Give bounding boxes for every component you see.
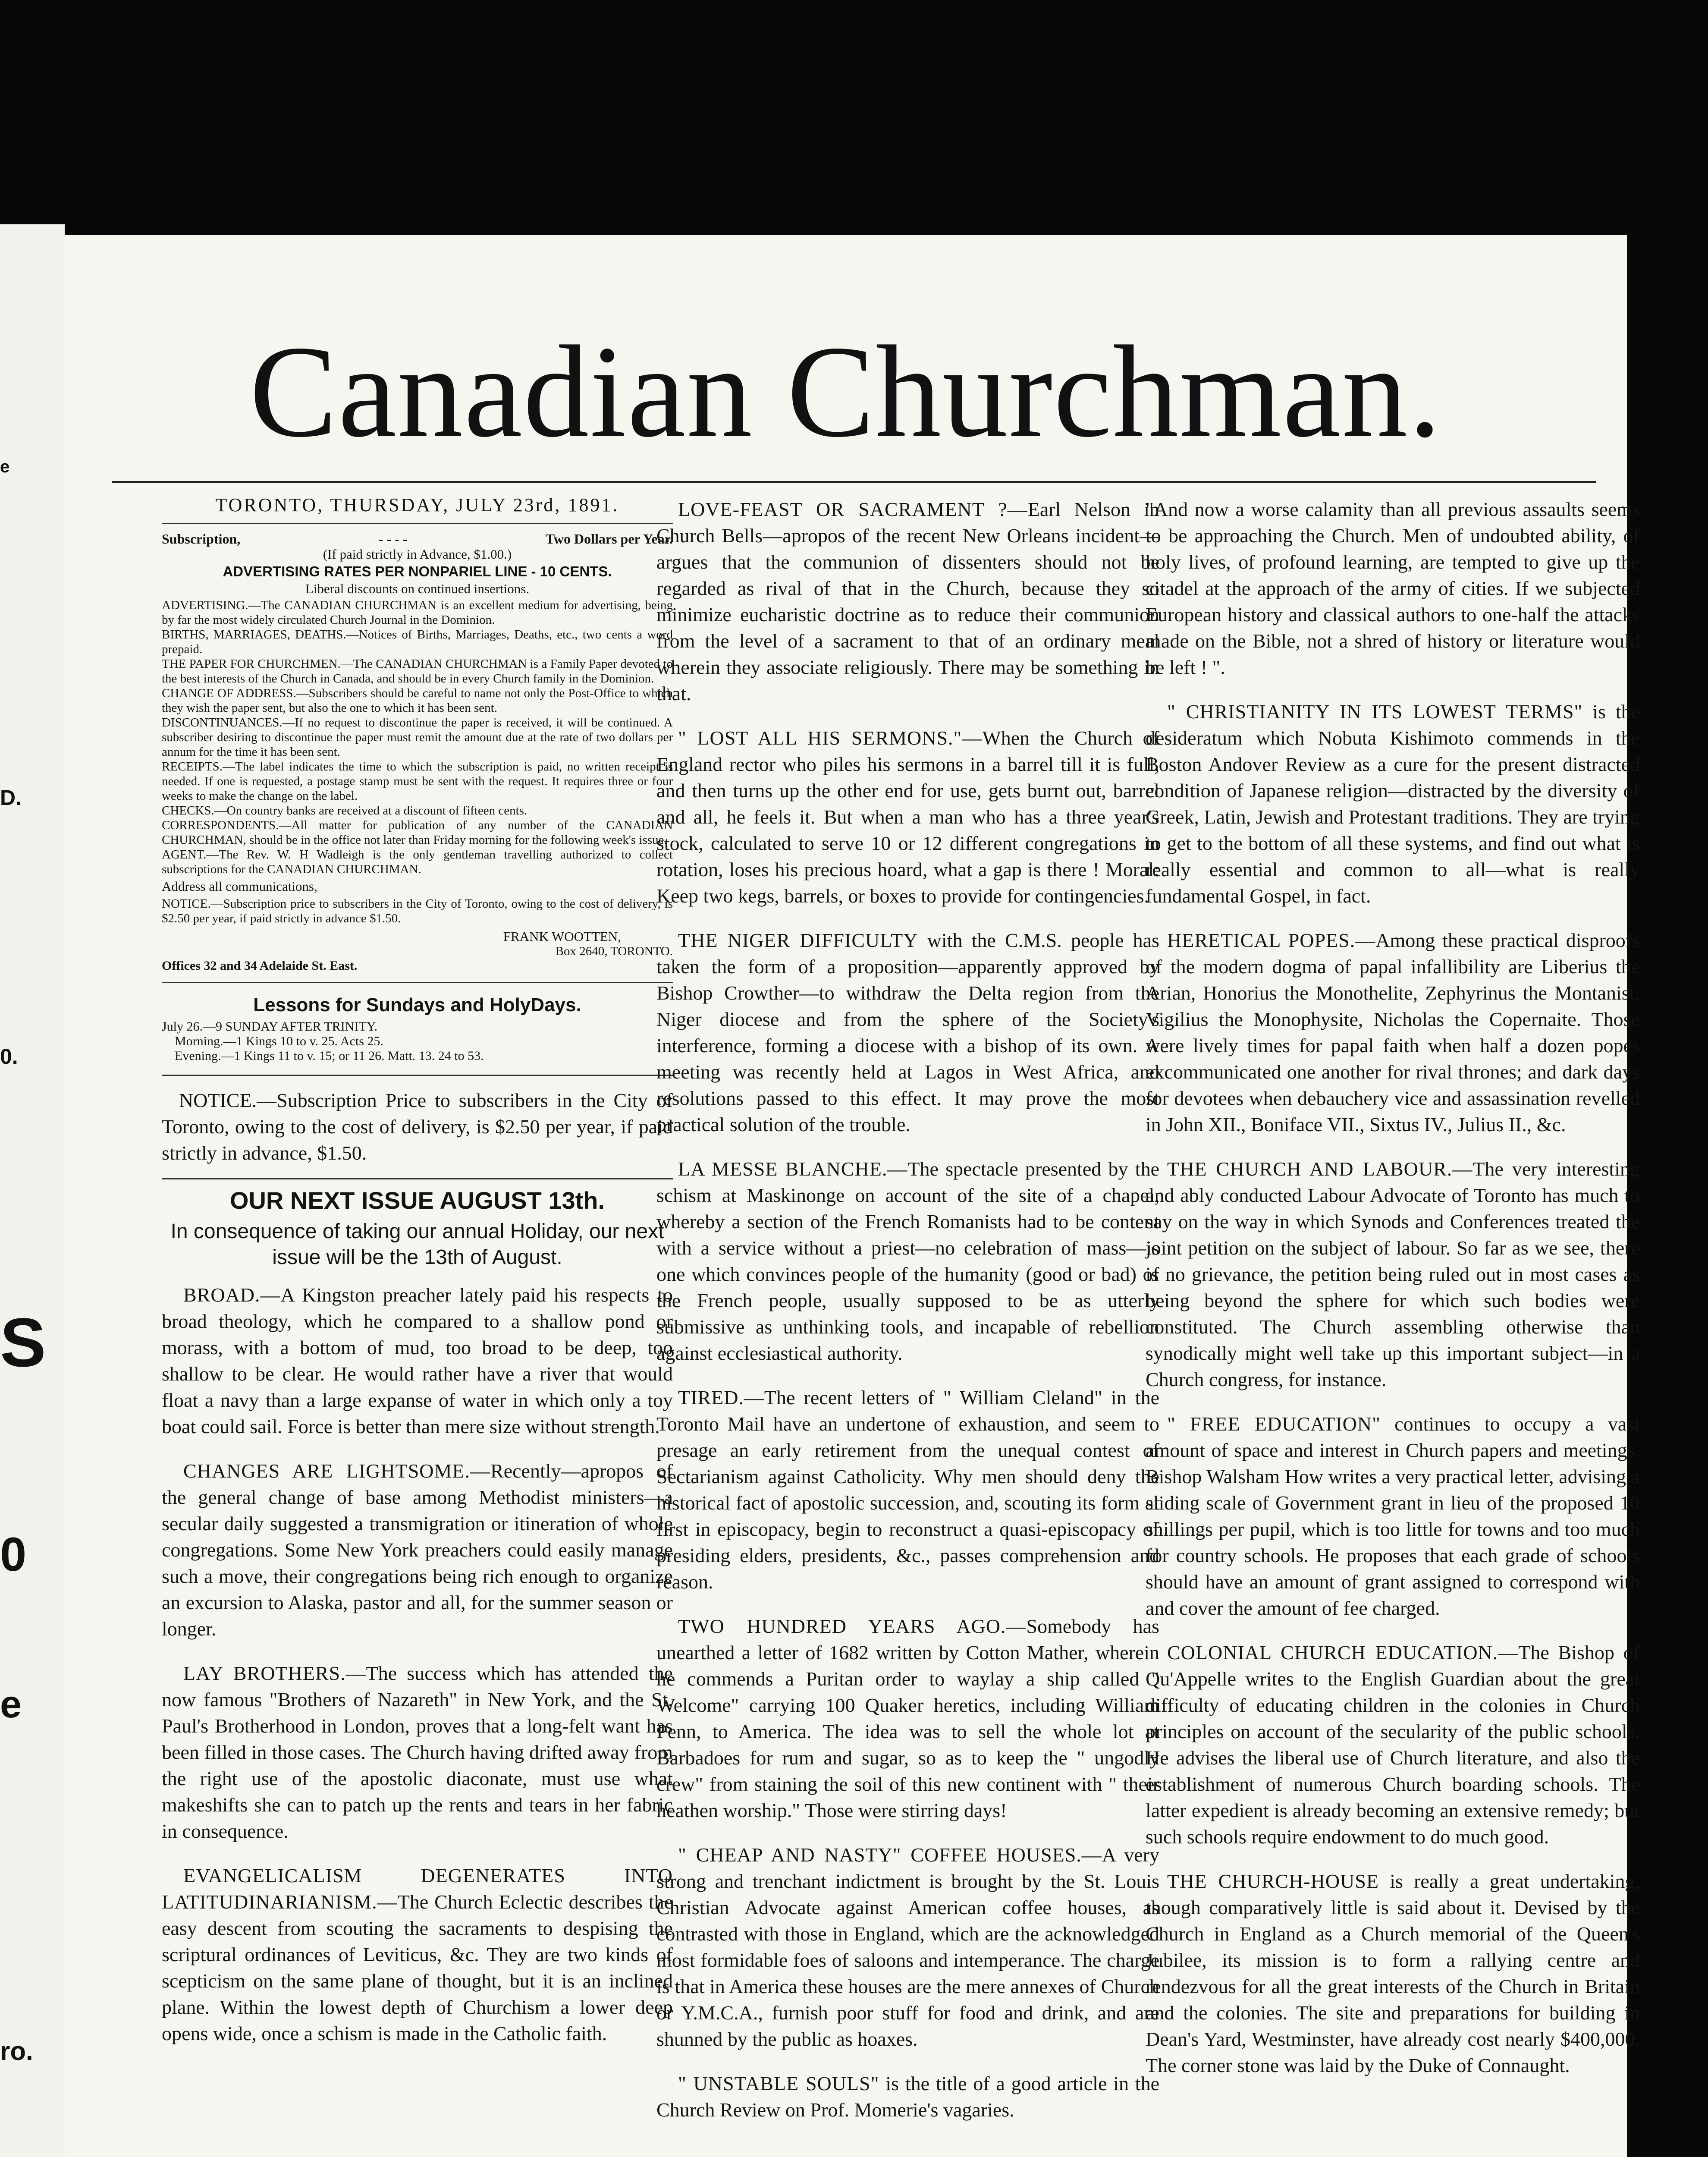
box: Box 2640, TORONTO. [555,944,673,958]
article-text: The very interesting and ably conducted Labour Advocate of Toronto has much to say on the way in which Synods and Conferences treated the joint petition on the subject of labour. So far as we see, there is no grievance, the petition being ruled out in most cases as being beyond the sphere for which such bodies were constituted. The Church assembling otherwise than synodically might well take up this important subject—in a Church congress, for instance. [1146,1158,1640,1390]
divider [162,1075,673,1076]
article-text: is really a great undertaking, though comparatively little is said about it. Devised by the Church in England as a Church memorial of the Queen's Jubilee, its mission is to form a rallying centre and rendezvous for all the great interests of the Church in Britain and the colonies. The site and preparations for building in Dean's Yard, Westminster, have already cost nearly $400,000. The corner stone was laid by the Duke of Connaught. [1146,1870,1640,2076]
sub-para: THE PAPER FOR CHURCHMEN.—The CANADIAN CHURCHMAN is a Family Paper devoted to the best interests of the Church in Canada, and should be in every Church family in the Dominion. [162,657,673,685]
article-head: LOVE-FEAST OR SACRAMENT ?— [678,498,1028,520]
column-2 [656,496,1159,2123]
lessons-date: July 26.—9 SUNDAY AFTER TRINITY. [162,1019,378,1034]
offices: Offices 32 and 34 Adelaide St. East. [162,959,358,973]
sub-para: CHANGE OF ADDRESS.—Subscribers should be careful to name not only the Post-Office to which they wish the paper sent, but also the one to which it has been sent. [162,686,673,715]
publisher: FRANK WOOTTEN, [503,929,621,944]
strip-fragment: e [0,457,10,476]
masthead: Canadian Churchman. [249,318,1442,464]
article-text: A Kingston preacher lately paid his respects to broad theology, which he compared to a shallow pond or morass, with a bottom of mud, too broad to be deep, too shallow to be clear. He would rather have a river that would float a navy than a large expanse of water in which only a toy boat could sail. Force is better than mere size without strength. [162,1284,673,1437]
article-text: The Church Eclectic describes the easy descent from scouting the sacraments to despising the scriptural ordinances of Leviticus, &c. They are two kinds of scepticism on the same plane of thought, but it is an inclined plane. Within the lowest depth of Churchism a lower deep opens wide, once a schism is made in the Catholic faith. [162,1891,673,2044]
article-changes [162,1458,673,1642]
lessons-evening: Evening.—1 Kings 11 to v. 15; or 11 26. Matt. 13. 24 to 53. [175,1049,484,1063]
article-lost-sermons [656,725,1159,909]
article-church-house [1146,1868,1640,2078]
article-head: LA MESSE BLANCHE.— [678,1158,908,1180]
article-text: is the title of a good article in the Church Review on Prof. Momerie's vagaries. [656,2072,1160,2121]
article-head: THE NIGER DIFFICULTY [678,929,918,951]
article-head: " FREE EDUCATION" [1167,1413,1381,1435]
discounts: Liberal discounts on continued insertions. [305,581,530,596]
article-head: TWO HUNDRED YEARS AGO.— [678,1615,1027,1637]
subscription-dashes: - - - - [378,531,408,547]
article-head: TIRED.— [678,1387,764,1409]
article-coffee-houses [656,1842,1159,2052]
article-unstable-souls [656,2070,1159,2123]
article-text: with the C.M.S. people has taken the form of a proposition—apparently approved by Bishop Crowther—to withdraw the Delta region from the Niger diocese and from the sphere of the Society's interference, forming a diocese with a bishop of its own. A meeting was recently held at Lagos in West Africa, and resolutions passed to this effect. It may prove the most practical solution of the trouble. [656,929,1160,1135]
strip-fragment: D. [0,786,22,810]
article-heretical-popes [1146,927,1640,1138]
article-head: BROAD.— [183,1284,281,1306]
column-3 [1146,496,1640,2078]
article-christianity [1146,698,1640,909]
article-quote [1146,496,1640,680]
article-head: THE CHURCH-HOUSE [1167,1870,1379,1892]
subscription-label: Subscription, [162,531,241,547]
strip-fragment: 0. [0,1044,18,1069]
article-head: LAY BROTHERS.— [183,1662,366,1684]
notice-small: NOTICE.—Subscription price to subscribers in the City of Toronto, owing to the cost of delivery, is $2.50 per year, if paid strictly in advance $1.50. [162,897,673,925]
dateline: TORONTO, THURSDAY, JULY 23rd, 1891. [215,494,619,516]
subscription-price: Two Dollars per Year. [545,531,673,547]
next-issue-title: OUR NEXT ISSUE AUGUST 13th. [229,1187,605,1214]
divider [162,1178,673,1179]
strip-fragment: ro. [0,2037,33,2066]
sub-para: CHECKS.—On country banks are received at a discount of fifteen cents. [162,804,527,818]
article-two-hundred-years [656,1613,1159,1824]
sub-para: CORRESPONDENTS.—All matter for publication of any number of the CANADIAN CHURCHMAN, should be in the office not later than Friday morning for the following week's issue. [162,818,673,847]
sub-para: ADVERTISING.—The CANADIAN CHURCHMAN is an excellent medium for advertising, being by far the most widely circulated Church Journal in the Dominion. [162,598,673,627]
subscription-row [162,531,673,547]
article-church-labour [1146,1156,1640,1393]
article-head: " CHEAP AND NASTY" COFFEE HOUSES.— [678,1844,1102,1866]
sub-para: DISCONTINUANCES.—If no request to discontinue the paper is received, it will be continued. A subscriber desiring to discontinue the paper must remit the amount due at the rate of two dollars per annum for the time it has been sent. [162,716,673,759]
strip-fragment: S [0,1304,46,1381]
sub-para: RECEIPTS.—The label indicates the time to which the subscription is paid, no written receipt is needed. If one is requested, a postage stamp must be sent with the request. It requires three or four weeks to make the change on the label. [162,760,673,803]
advance-price: (If paid strictly in Advance, $1.00.) [323,547,512,562]
ad-rates: ADVERTISING RATES PER NONPARIEL LINE - 10 CENTS. [223,563,612,579]
article-head: HERETICAL POPES.— [1167,929,1376,951]
adjacent-page-strip [0,224,65,2157]
article-text: The Bishop of Qu'Appelle writes to the English Guardian about the great difficulty of educating children in the colonies in Church principles on account of the secularity of the public schools. He advises the liberal use of Church literature, and also the establishment of numerous Church boarding schools. The latter expedient is already becoming an extensive remedy; but such schools require endowment to do much good. [1146,1641,1640,1848]
article-text: The success which has attended the now famous "Brothers of Nazareth" in New York, and the St. Paul's Brotherhood in London, proves that a long-felt want has been filled in those cases. The Church having drifted away from the right use of the apostolic diaconate, must use what makeshifts she can to patch up the rents and tears in her fabric in consequence. [162,1662,673,1842]
article-head: " CHRISTIANITY IN ITS LOWEST TERMS" [1167,701,1583,723]
column-1 [162,494,673,2047]
divider [162,982,673,983]
lessons-title: Lessons for Sundays and HolyDays. [253,994,581,1016]
article-text: Earl Nelson in Church Bells—apropos of the recent New Orleans incident—argues that the communion of dissenters should not be regarded as rival of that in the Church, because they so minimize eucharistic doctrine as to reduce their communion from the level of a sacrament to that of an ordinary meal wherein they associate religiously. There may be something in that. [656,498,1159,704]
masthead-rule [112,481,1596,483]
article-text: Somebody has unearthed a letter of 1682 written by Cotton Mather, wherein he commends a Puritan order to waylay a ship called " Welcome" carrying 100 Quaker heretics, including William Penn, to America. The idea was to sell the whole lot at Barbadoes for rum and sugar, so as to keep the " ungodly crew" from staining the soil of this new continent with " their heathen worship." Those were stirring days! [656,1615,1159,1821]
article-text: The spectacle presented by the schism at Maskinonge on account of the site of a chapel, whereby a section of the French Romanists had to be content with a service without a priest—no celebration of mass—is one which convinces people of the humanity (good or bad) of the French people, usually supposed to be as utterly submissive as unthinking tools, and incapable of rebellion against ecclesiastical authority. [656,1158,1160,1364]
article-text: The recent letters of " William Cleland" in the Toronto Mail have an undertone of exhaustion, and seem to presage an early retirement from the unequal contest of Sectarianism against Catholicity. Why men should deny the historical fact of apostolic succession, and, scouting its form at first in episcopacy, begin to reconstruct a quasi-episcopacy of presiding elders, presidents, &c., passes comprehension and reason. [656,1387,1159,1593]
address-line: Address all communications, [162,879,317,894]
article-text: is the desideratum which Nobuta Kishimoto commends in the Boston Andover Review as a cure for the present distracted condition of Japanese religion—distracted by the diversity of Greek, Latin, Jewish and Protestant traditions. They are trying to get to the bottom of all these systems, and find out what is really essential and common to all—what is really fundamental Gospel, in fact. [1146,701,1640,907]
article-head: CHANGES ARE LIGHTSOME.— [183,1460,491,1482]
article-lay-brothers [162,1660,673,1844]
strip-fragment: e [0,1683,22,1726]
article-head: THE CHURCH AND LABOUR.— [1167,1158,1473,1180]
article-messe-blanche [656,1156,1159,1366]
article-love-feast [656,496,1159,707]
article-tired [656,1384,1159,1595]
article-head: EVANGELICALISM DEGENERATES INTO LATITUDINARIANISM.— [162,1865,673,1913]
article-evangelicalism [162,1862,673,2047]
article-text: Among these practical disproofs of the modern dogma of papal infallibility are Liberius the Arian, Honorius the Monothelite, Zephyrinus the Montanist, Vigilius the Monophysite, Nicholas the Copernaite. Those were lively times for papal faith when half a dozen popes excommunicated one another for rival thrones; and dark days for devotees when debauchery vice and assassination revelled in John XII., Boniface VII., Sixtus IV., Julius II., &c. [1146,929,1640,1135]
article-broad [162,1282,673,1440]
article-head: COLONIAL CHURCH EDUCATION.— [1167,1641,1519,1663]
article-colonial-education [1146,1639,1640,1850]
article-head: " UNSTABLE SOULS" [678,2072,879,2094]
article-text: Recently—apropos of the general change of base among Methodist ministers—a secular daily suggested a transmigration or itineration of whole congregations. Some New York preachers could easily manage such a move, their congregations being rich enough to organize an excursion to Alaska, pastor and all, for the summer season or longer. [162,1460,673,1640]
article-text: A very strong and trenchant indictment is brought by the St. Louis Christian Advocate against American coffee houses, as contrasted with those in England, which are the acknowledged most formidable foes of saloons and intemperance. The charge is that in America these houses are the mere annexes of Church or Y.M.C.A., furnish poor stuff for food and drink, and are shunned by the public as hoaxes. [656,1844,1159,2050]
strip-fragment: 0 [0,1528,27,1581]
sub-para: BIRTHS, MARRIAGES, DEATHS.—Notices of Births, Marriages, Deaths, etc., two cents a word prepaid. [162,628,673,656]
article-niger [656,927,1159,1138]
article-head: " LOST ALL HIS SERMONS."— [678,727,983,749]
article-text: "And now a worse calamity than all previous assaults seems to be approaching the Church. Men of undoubted ability, of holy lives, of profound learning, are tempted to give up the citadel at the approach of the army of cities. If we subjected European history and classical authors to one-half the attacks made on the Bible, not a shred of history or literature would be left ! ". [1146,498,1640,678]
next-issue-text: In consequence of taking our annual Holiday, our next issue will be the 13th of August. [170,1220,664,1269]
lessons-morning: Morning.—1 Kings 10 to v. 25. Acts 25. [175,1034,383,1048]
article-free-education [1146,1411,1640,1621]
divider [162,523,673,524]
sub-para: AGENT.—The Rev. W. H Wadleigh is the only gentleman travelling authorized to collect subscriptions for the CANADIAN CHURCHMAN. [162,848,673,876]
newspaper-page [65,235,1640,2157]
notice-main: NOTICE.—Subscription Price to subscribers in the City of Toronto, owing to the cost of delivery, is $2.50 per year, if paid strictly in advance, $1.50. [162,1089,673,1164]
article-text: When the Church of England rector who piles his sermons in a barrel till it is full, and then turns up the other end for use, gets burnt out, barrel and all, he feels it. But when a man who has a three year's stock, calculated to serve 10 or 12 different congregations in rotation, loses his precious hoard, what a gap is there ! Moral: Keep two kegs, barrels, or boxes to provide for contingencies. [656,727,1159,907]
article-text: continues to occupy a vast amount of space and interest in Church papers and meetings. Bishop Walsham How writes a very practical letter, advising a sliding scale of Government grant in lieu of the proposed 10 shillings per pupil, which is too little for towns and too much for country schools. He proposes that each grade of schools should have an amount of grant assigned to correspond with and cover the amount of fee charged. [1146,1413,1640,1619]
